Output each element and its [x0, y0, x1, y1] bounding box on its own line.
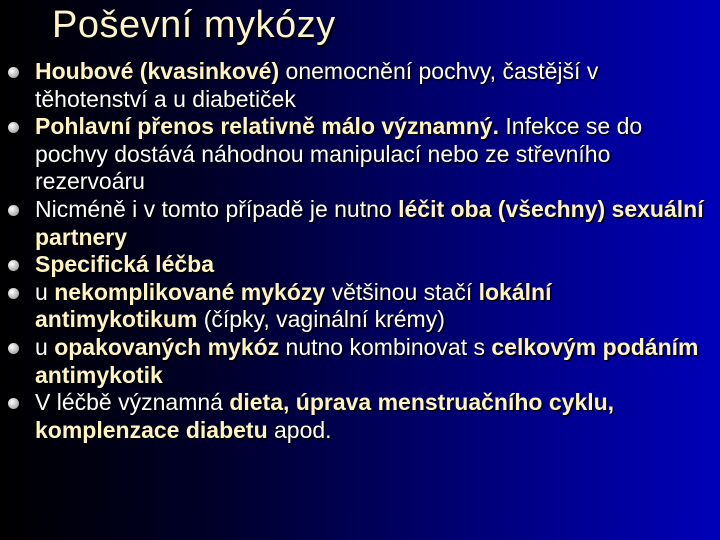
- bullet-item: [8, 58, 708, 113]
- bullet-text: u: [35, 278, 55, 305]
- bullet-highlight-text: nekomplikované mykózy: [54, 278, 326, 305]
- bullet-item: [8, 334, 708, 389]
- bullet-item: [8, 113, 708, 196]
- bullet-text: Infekce se do pochvy dostává náhodnou manipulací nebo ze střevního rezervoáru: [35, 113, 643, 195]
- bullet-highlight-text: Houbové (kvasinkové): [35, 58, 280, 84]
- bullet-highlight-text: Specifická léčba: [35, 251, 214, 278]
- bullet-highlight-text: dieta, úprava menstruačního cyklu, komplenzace diabetu: [35, 389, 615, 443]
- bullet-item: [8, 279, 708, 334]
- bullet-text: u: [35, 333, 55, 360]
- bullet-dot-icon: [8, 67, 19, 78]
- bullet-dot-icon: [8, 122, 19, 133]
- bullet-dot-icon: [8, 205, 19, 216]
- bullet-dot-icon: [8, 288, 19, 299]
- bullet-text: apod.: [267, 416, 332, 443]
- bullet-highlight-text: Pohlavní přenos relativně málo významný.: [35, 113, 499, 140]
- bullet-item: [8, 196, 708, 251]
- bullet-text: většinou stačí: [325, 278, 479, 305]
- bullet-highlight-text: lokální antimykotikum: [35, 278, 552, 333]
- slide-title: Poševní mykózy: [52, 4, 336, 46]
- bullet-highlight-text: celkovým podáním antimykotik: [35, 333, 699, 388]
- bullet-text: onemocnění pochvy, častější v těhotenství a u diabetiček: [35, 58, 599, 112]
- bullet-text: nutno kombinovat s: [279, 333, 492, 360]
- bullet-dot-icon: [8, 260, 19, 271]
- bullet-highlight-text: léčit oba (všechny) sexuální partnery: [35, 195, 704, 250]
- bullet-dot-icon: [8, 398, 19, 409]
- bullet-item: [8, 389, 708, 444]
- bullet-item: [8, 251, 708, 279]
- bullet-text: (čípky, vaginální krémy): [197, 306, 445, 333]
- bullet-list: [8, 58, 708, 444]
- bullet-dot-icon: [8, 343, 19, 354]
- bullet-text: V léčbě významná: [35, 389, 230, 416]
- bullet-highlight-text: opakovaných mykóz: [54, 333, 280, 360]
- bullet-text: Nicméně i v tomto případě je nutno: [35, 195, 399, 222]
